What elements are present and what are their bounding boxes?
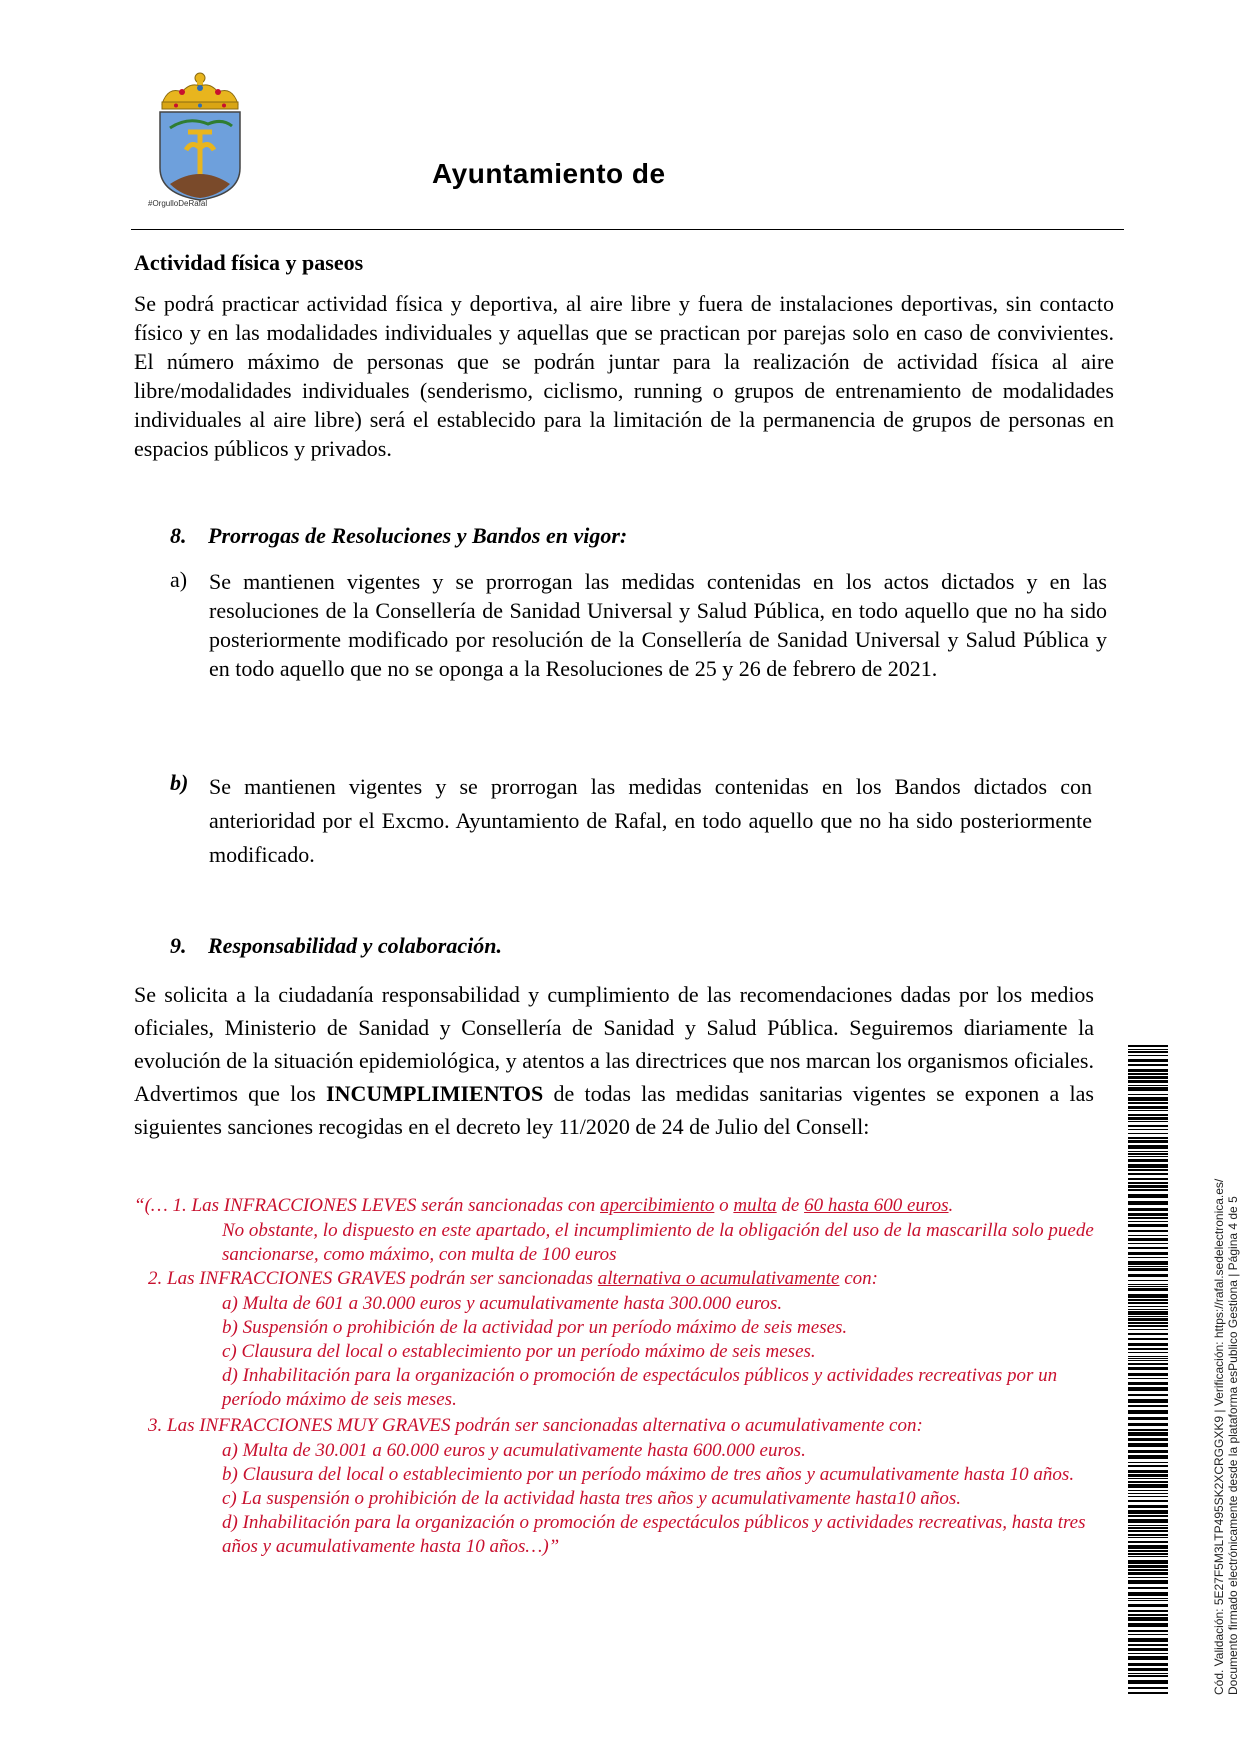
quote-leves-note: No obstante, lo dispuesto en este apartado, el incumplimiento de la obligación del uso de la mascarilla solo puede sancionarse, como máximo, con multa de 100 euros <box>222 1220 1094 1265</box>
quote-muy-graves-list <box>222 1439 1102 1559</box>
verification-line: Cód. Validación: 5E27F5M3LTP495SK2XCRGGXK9 | Verificación: https://rafal.sedelectronica.es/ <box>1212 1178 1226 1695</box>
underlined-term: alternativa o acumulativamente <box>597 1268 840 1289</box>
crown-icon <box>162 73 238 109</box>
quote-text: o <box>714 1195 734 1216</box>
emphasis-text: INCUMPLIMIENTOS <box>326 1081 544 1106</box>
list-item: b) Suspensión o prohibición de la actividad por un período máximo de seis meses. <box>222 1317 848 1338</box>
section-title: Responsabilidad y colaboración. <box>208 933 502 958</box>
section-number: 9. <box>170 933 187 958</box>
list-item: a) Multa de 601 a 30.000 euros y acumulativamente hasta 300.000 euros. <box>222 1293 783 1314</box>
header-divider <box>131 229 1124 230</box>
quote-text: 2. Las INFRACCIONES GRAVES podrán ser sancionadas <box>148 1268 598 1289</box>
quote-text: “(… 1. Las INFRACCIONES LEVES serán sancionadas con <box>134 1195 601 1216</box>
section-heading: Actividad física y paseos <box>134 250 364 275</box>
list-item: c) Clausura del local o establecimiento por un período máximo de seis meses. <box>222 1341 816 1362</box>
section-8-heading <box>170 523 627 549</box>
paragraph-text: Se solicita a la ciudadanía responsabilidad y cumplimiento de las recomendaciones dadas por los medios oficiales, Ministerio de Sanidad y Consellería de Sanidad y Salud Pública. Seguiremos diariamente la evolución de la situación epidemiológica, y atentos a las directrices que nos marcan los organismos oficiales. Advertimos que los <box>134 982 1094 1106</box>
section-9-heading <box>170 933 502 959</box>
body-paragraph <box>134 978 1094 1143</box>
section-number: 8. <box>170 523 187 548</box>
list-marker: b) <box>170 770 189 795</box>
list-item: Se mantienen vigentes y se prorrogan las medidas contenidas en los Bandos dictados con anterioridad por el Excmo. Ayuntamiento de Rafal, en todo aquello que no ha sido posteriormente modificado. <box>209 774 1092 867</box>
barcode-icon <box>1128 1045 1168 1695</box>
crest-social-handle: #OrgulloDeRafal <box>148 199 208 208</box>
list-item: d) Inhabilitación para la organización o promoción de espectáculos públicos y actividades recreativas por un período máximo de seis meses. <box>222 1365 1058 1410</box>
list-marker: a) <box>170 567 188 592</box>
quote-text: con: <box>839 1268 878 1289</box>
underlined-term: 60 hasta 600 euros <box>804 1195 949 1216</box>
page-title: Ayuntamiento de <box>432 158 666 189</box>
quote-text: de <box>776 1195 805 1216</box>
underlined-term: apercibimiento <box>600 1195 715 1216</box>
quote-leves-heading <box>134 1194 953 1218</box>
list-item: c) La suspensión o prohibición de la actividad hasta tres años y acumulativamente hasta10 años. <box>222 1488 961 1509</box>
quote-text: . <box>948 1195 954 1216</box>
list-item: Se mantienen vigentes y se prorrogan las medidas contenidas en los actos dictados y en las resoluciones de la Consellería de Sanidad Universal y Salud Pública, en todo aquello que no ha sido posteriormente modificado por resolución de la Consellería de Sanidad Universal y Salud Pública y en todo aquello que no se oponga a la Resoluciones de 25 y 26 de febrero de 2021. <box>209 569 1107 681</box>
list-item: d) Inhabilitación para la organización o promoción de espectáculos públicos y actividades recreativas, hasta tres años y acumulativamente hasta 10 años…)” <box>222 1512 1086 1557</box>
section-title: Prorrogas de Resoluciones y Bandos en vigor: <box>208 523 628 548</box>
quote-muy-graves-heading: 3. Las INFRACCIONES MUY GRAVES podrán ser sancionadas alternativa o acumulativamente con: <box>148 1415 923 1436</box>
quote-graves-heading <box>148 1267 878 1291</box>
list-item: a) Multa de 30.001 a 60.000 euros y acumulativamente hasta 600.000 euros. <box>222 1440 806 1461</box>
verification-footer <box>1212 1045 1240 1695</box>
paragraph-text: de todas las medidas sanitarias vigentes se exponen a las siguientes sanciones recogidas en el decreto ley 11/2020 de 24 de Julio del Consell: <box>134 1081 1094 1139</box>
underlined-term: multa <box>733 1195 777 1216</box>
quote-graves-list <box>222 1292 1102 1412</box>
municipal-crest-logo <box>148 72 252 212</box>
verification-line: Documento firmado electrónicamente desde la plataforma esPublico Gestiona | Página 4 de 5 <box>1226 1196 1240 1695</box>
body-paragraph: Se podrá practicar actividad física y deportiva, al aire libre y fuera de instalaciones deportivas, sin contacto físico y en las modalidades individuales y aquellas que se practican por parejas solo en caso de convivientes. El número máximo de personas que se podrán juntar para la realización de actividad física al aire libre/modalidades individuales (senderismo, ciclismo, running o grupos de entrenamiento de modalidades individuales al aire libre) será el establecido para la limitación de la permanencia de grupos de personas en espacios públicos y privados. <box>134 291 1114 461</box>
list-item: b) Clausura del local o establecimiento por un período máximo de tres años y acumulativamente hasta 10 años. <box>222 1464 1075 1485</box>
